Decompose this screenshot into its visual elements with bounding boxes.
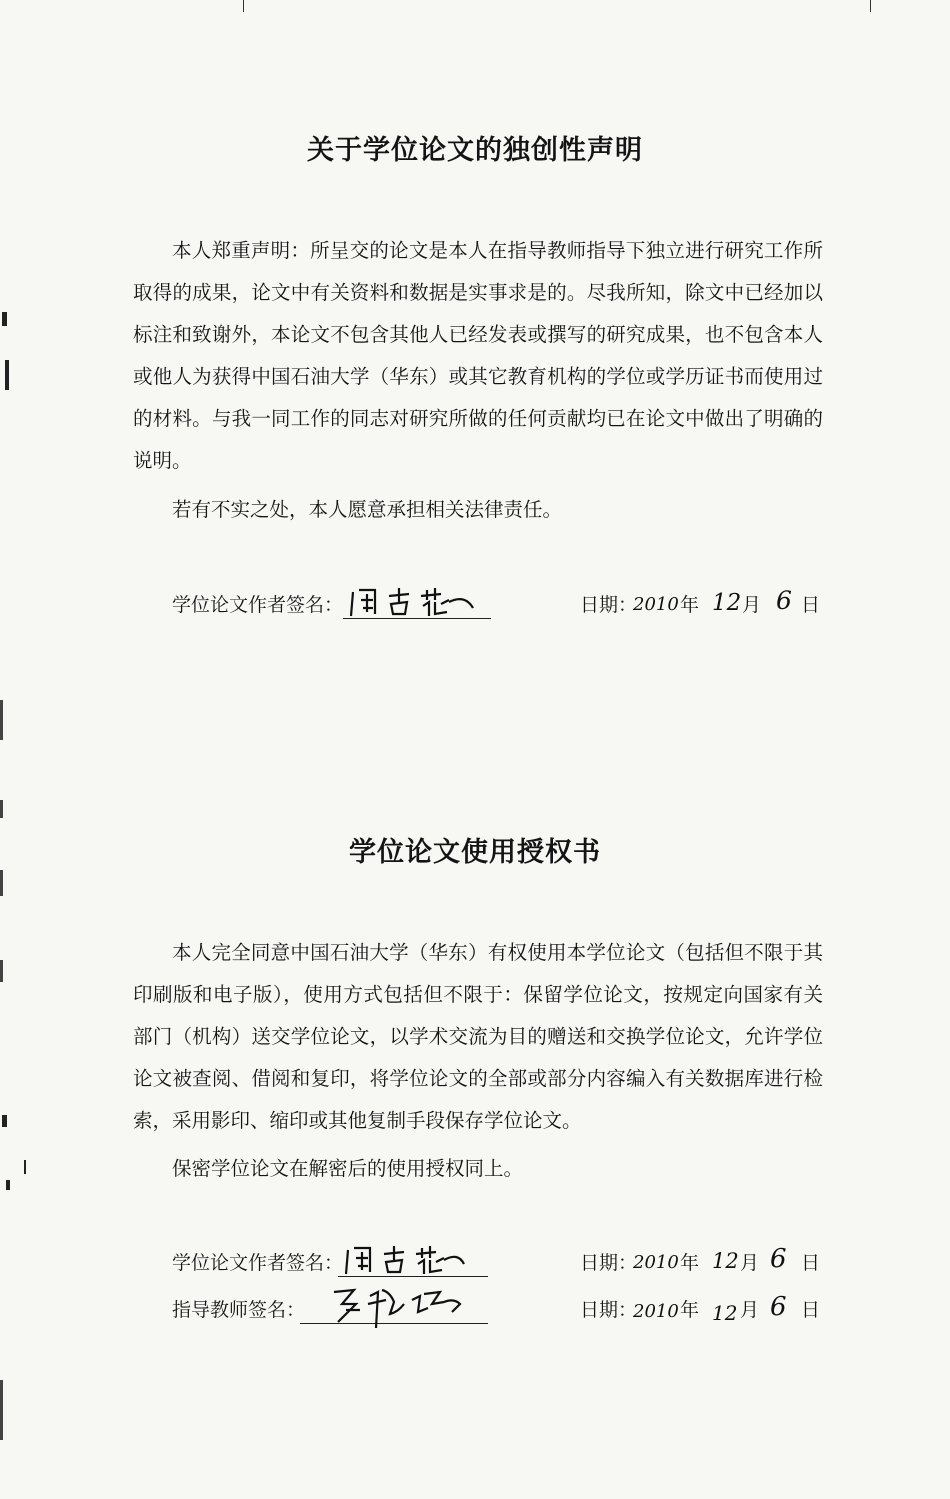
authorization-advisor-label: 指导教师签名： [172,1299,306,1321]
scan-edge-mark [0,870,3,896]
scan-speck [6,1180,10,1190]
authorization-author-date-day: 6 [770,1244,787,1274]
declaration-date-month: 12 [712,590,742,616]
declaration-title: 关于学位论文的独创性声明 [307,135,643,166]
scan-edge-mark [0,1380,3,1440]
declaration-author-label: 学位论文作者签名： [172,594,344,616]
authorization-author-date-month: 12 [712,1249,739,1273]
scan-mark [243,0,244,12]
scan-speck [2,1115,7,1127]
authorization-advisor-date-month: 12 [712,1301,738,1325]
authorization-paragraph-confidential: 保密学位论文在解密后的使用授权同上。 [172,1157,524,1180]
declaration-date-day: 6 [776,586,792,615]
scan-speck [5,360,9,390]
authorization-advisor-day-char: 日 [801,1299,821,1321]
declaration-date-label: 日期： [580,594,638,616]
declaration-month-char: 月 [742,594,762,616]
authorization-author-date-label: 日期： [580,1252,638,1274]
declaration-day-char: 日 [801,594,821,616]
authorization-advisor-date-label: 日期： [580,1299,638,1321]
authorization-title: 学位论文使用授权书 [349,837,601,868]
declaration-paragraph: 本人郑重声明：所呈交的论文是本人在指导教师指导下独立进行研究工作所取得的成果，论文中有关资料和数据是实事求是的。尽我所知，除文中已经加以标注和致谢外，本论文不包含其他人已经发表或撰写的研究成果，也不包含本人或他人为获得中国石油大学（华东）或其它教育机构的学位或学历证书而使用过的材料。与我一同工作的同志对研究所做的任何贡献均已在论文中做出了明确的说明。 [133,239,823,472]
scan-edge-mark [0,960,3,982]
scan-speck [24,1160,26,1174]
declaration-date-year: 2010 [633,594,679,615]
scan-speck [2,312,7,326]
scan-edge-mark [0,800,3,818]
authorization-author-year-char: 年 [680,1252,700,1274]
declaration-paragraph-liability: 若有不实之处，本人愿意承担相关法律责任。 [172,498,563,521]
scan-mark [870,0,871,12]
scan-edge-mark [0,700,3,740]
authorization-advisor-month-char: 月 [740,1299,760,1321]
authorization-author-date-year: 2010 [633,1252,679,1273]
authorization-author-day-char: 日 [801,1252,821,1274]
authorization-author-month-char: 月 [740,1252,760,1274]
authorization-advisor-year-char: 年 [680,1299,700,1321]
declaration-year-char: 年 [680,594,700,616]
authorization-paragraph: 本人完全同意中国石油大学（华东）有权使用本学位论文（包括但不限于其印刷版和电子版），使用方式包括但不限于：保留学位论文，按规定向国家有关部门（机构）送交学位论文，以学术交流为目的赠送和交换学位论文，允许学位论文被查阅、借阅和复印，将学位论文的全部或部分内容编入有关数据库进行检索，采用影印、缩印或其他复制手段保存学位论文。 [133,941,823,1132]
authorization-advisor-date-year: 2010 [633,1301,679,1322]
authorization-advisor-date-day: 6 [770,1292,787,1322]
authorization-author-label: 学位论文作者签名： [172,1252,344,1274]
